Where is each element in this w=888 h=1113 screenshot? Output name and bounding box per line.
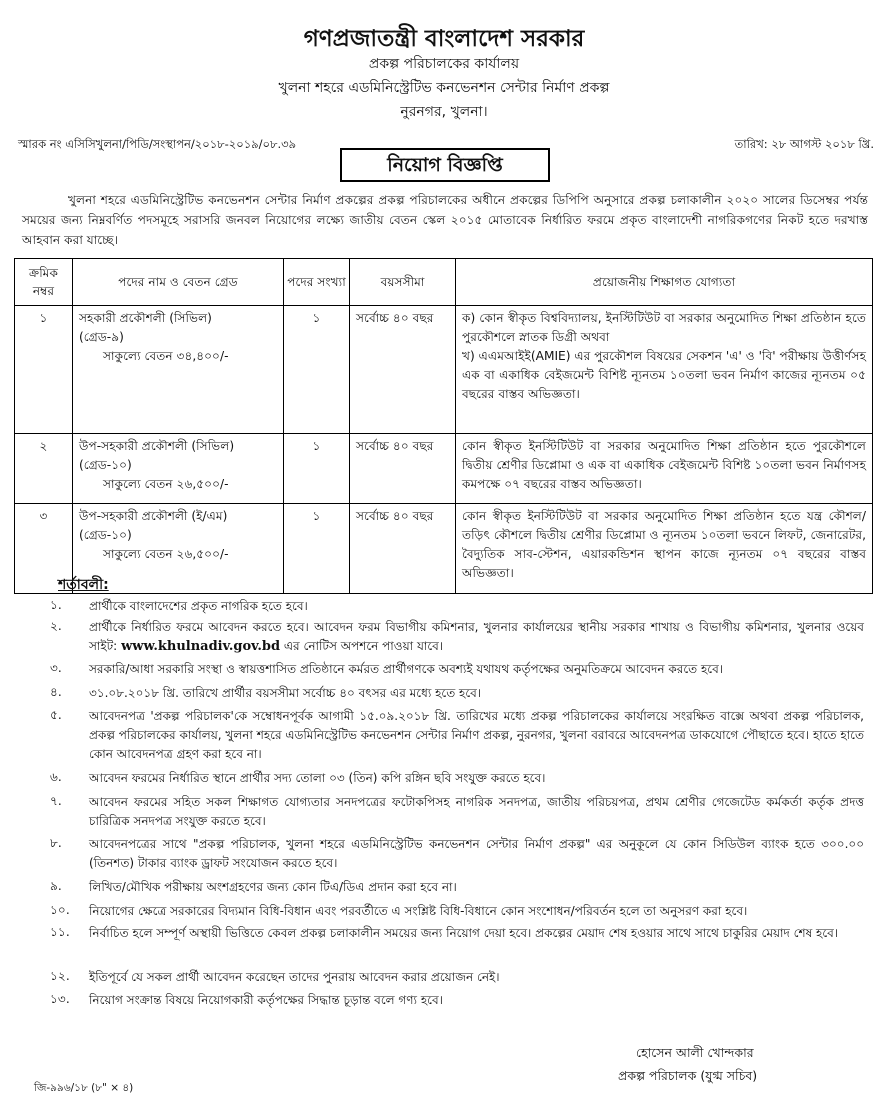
posts-table — [14, 258, 873, 594]
notice-date: তারিখ: ২৮ আগস্ট ২০১৮ খ্রি. — [734, 137, 874, 151]
condition-number: ১২. — [50, 969, 70, 983]
conditions-heading: শর্তাবলী: — [58, 577, 109, 593]
condition-number: ৩. — [50, 661, 62, 675]
post-name: উপ-সহকারী প্রকৌশলী (ই/এম) — [79, 509, 228, 523]
signatory-name: হোসেন আলী খোন্দকার — [636, 1045, 754, 1060]
row-qualification: কোন স্বীকৃত ইনস্টিটিউট বা সরকার অনুমোদিত শিক্ষা প্রতিষ্ঠান হতে যন্ত্র কৌশল/তড়িৎ কৌশলে দ্বিতীয় শ্রেণীর ডিপ্লোমা ও ন্যূনতম ১০তলা ভবনে লিফট, জেনারেটর, বৈদ্যুতিক সাব-স্টেশন, এয়ারকন্ডিশন স্থাপন কাজে ন্যূনতম ০৭ বছরের বাস্তব অভিজ্ঞতা। — [456, 504, 873, 594]
post-salary: সাকুল্যে বেতন ২৬,৫০০/- — [103, 547, 229, 561]
condition-text — [89, 618, 864, 656]
office-location: নুরনগর, খুলনা। — [400, 104, 488, 120]
condition-text: আবেদন ফরমের নির্ধারিত স্থানে প্রার্থীর সদ্য তোলা ০৩ (তিন) কপি রঙ্গিন ছবি সংযুক্ত করতে হবে। — [89, 771, 546, 785]
header-qualification: প্রয়োজনীয় শিক্ষাগত যোগ্যতা — [456, 259, 873, 306]
condition-text: লিখিত/মৌখিক পরীক্ষায় অংশগ্রহণের জন্য কোন টিএ/ডিএ প্রদান করা হবে না। — [89, 880, 457, 894]
row-serial: ১ — [15, 306, 73, 434]
condition-number: ২. — [50, 619, 62, 633]
table-header-row — [15, 259, 873, 306]
condition-text-part: প্রার্থীকে নির্ধারিত ফরমে আবেদন করতে হবে। আবেদন ফরম বিভাগীয় কমিশনার, খুলনার কার্যালয়ের স্থানীয় সরকার শাখায় ও বিভাগীয় কমিশনার, খুলনার ওয়েব সাইট: — [89, 620, 864, 653]
post-name: সহকারী প্রকৌশলী (সিভিল) — [79, 311, 212, 325]
header-post: পদের নাম ও বেতন গ্রেড — [73, 259, 284, 306]
header-age: বয়সসীমা — [350, 259, 456, 306]
qualification-a: ক) কোন স্বীকৃত বিশ্ববিদ্যালয়, ইনস্টিটিউট বা সরকার অনুমোদিত শিক্ষা প্রতিষ্ঠান হতে পুরকৌশলে স্নাতক ডিগ্রী অথবা — [462, 311, 866, 344]
post-grade: (গ্রেড-৯) — [79, 330, 124, 344]
row-serial: ৩ — [15, 504, 73, 594]
condition-text: সরকারি/আধা সরকারি সংস্থা ও স্বায়ত্তশাসিত প্রতিষ্ঠানে কর্মরত প্রার্থীগণকে অবশ্যই যথাযথ কর্তৃপক্ষের অনুমতিক্রমে আবেদন করতে হবে। — [89, 662, 724, 676]
condition-text: নিয়োগ সংক্রান্ত বিষয়ে নিয়োগকারী কর্তৃপক্ষের সিদ্ধান্ত চূড়ান্ত বলে গণ্য হবে। — [89, 993, 443, 1007]
condition-text: নির্বাচিত হলে সম্পূর্ণ অস্থায়ী ভিত্তিতে কেবল প্রকল্প চলাকালীন সময়ের জন্য নিয়োগ দেয়া হবে। প্রকল্পের মেয়াদ শেষ হওয়ার সাথে সাথে চাকুরির মেয়াদ শেষ হবে। — [89, 926, 839, 940]
intro-paragraph: খুলনা শহরে এডমিনিস্ট্রেটিভ কনভেনশন সেন্টার নির্মাণ প্রকল্পের প্রকল্প পরিচালকের অধীনে প্রকল্পের ডিপিপি অনুসারে প্রকল্প চলাকালীন ২০২০ সালের ডিসেম্বর পর্যন্ত সময়ের জন্য নিম্নবর্ণিত পদসমূহে সরাসরি জনবল নিয়োগের লক্ষ্যে জাতীয় বেতন স্কেল ২০১৫ মোতাবেক নির্ধারিত ফরমে প্রকৃত বাংলাদেশী নাগরিকগণের নিকট হতে দরখাস্ত আহবান করা যাচ্ছে। — [22, 193, 869, 247]
qualification-b: খ) এএমআইই(AMIE) এর পুরকৌশল বিষয়ের সেকশন 'এ' ও 'বি' পরীক্ষায় উত্তীর্ণসহ এক বা একাধিক বেইজমেন্ট বিশিষ্ট ন্যূনতম ১০তলা ভবন নির্মাণ কাজের ন্যূনতম ০৫ বছরের বাস্তব অভিজ্ঞতা। — [462, 349, 866, 401]
condition-number: ৬. — [50, 770, 62, 784]
row-count: ১ — [284, 306, 350, 434]
print-reference: জি-৯৯৬/১৮ (৮" × ৪) — [34, 1082, 134, 1094]
table-row — [15, 306, 873, 434]
condition-number: ৭. — [50, 794, 62, 808]
condition-number: ৫. — [50, 708, 62, 722]
condition-text: প্রার্থীকে বাংলাদেশের প্রকৃত নাগরিক হতে হবে। — [89, 599, 308, 613]
project-name: খুলনা শহরে এডমিনিস্ট্রেটিভ কনভেনশন সেন্টার নির্মাণ প্রকল্প — [278, 80, 610, 96]
condition-text: আবেদনপত্র 'প্রকল্প পরিচালক'কে সম্বোধনপূর্বক আগামী ১৫.০৯.২০১৮ খ্রি. তারিখের মধ্যে প্রকল্প পরিচালকের কার্যালয়ে সংরক্ষিত বাক্সে অথবা প্রকল্প পরিচালক, প্রকল্প পরিচালকের কার্যালয়, খুলনা শহরে এডমিনিস্ট্রেটিভ কনভেনশন সেন্টার নির্মাণ প্রকল্প, নুরনগর, খুলনা বরাবরে আবেদনপত্র ডাকযোগে পৌছাতে হবে। হাতে হাতে কোন আবেদনপত্র গ্রহণ করা হবে না। — [89, 709, 864, 761]
header-serial: ক্রমিক নম্বর — [15, 259, 73, 306]
condition-text: ৩১.০৮.২০১৮ খ্রি. তারিখে প্রার্থীর বয়সসীমা সর্বোচ্চ ৪০ বৎসর এর মধ্যে হতে হবে। — [89, 686, 482, 700]
condition-number: ১১. — [50, 925, 70, 939]
row-age: সর্বোচ্চ ৪০ বছর — [350, 504, 456, 594]
row-post — [73, 306, 284, 434]
condition-number: ১. — [50, 598, 62, 612]
condition-number: ৮. — [50, 836, 62, 850]
signatory-title: প্রকল্প পরিচালক (যুগ্ম সচিব) — [618, 1068, 758, 1083]
condition-number: ১০. — [50, 903, 70, 917]
condition-text-part: এর নোটিস অপশনে পাওয়া যাবে। — [283, 639, 444, 653]
post-salary: সাকুল্যে বেতন ৩৪,৪০০/- — [103, 349, 229, 363]
notice-title: নিয়োগ বিজ্ঞপ্তি — [340, 148, 550, 182]
row-age: সর্বোচ্চ ৪০ বছর — [350, 434, 456, 504]
row-count: ১ — [284, 504, 350, 594]
condition-text: আবেদনপত্রের সাথে "প্রকল্প পরিচালক, খুলনা শহরে এডমিনিস্ট্রেটিভ কনভেনশন সেন্টার নির্মাণ প্রকল্প" এর অনুকূলে যে কোন সিডিউল ব্যাংক হতে ৩০০.০০ (তিনশত) টাকার ব্যাংক ড্রাফট সংযোজন করতে হবে। — [89, 837, 864, 870]
condition-text: ইতিপূর্বে যে সকল প্রার্থী আবেদন করেছেন তাদের পুনরায় আবেদন করার প্রয়োজন নেই। — [89, 970, 500, 984]
header-count: পদের সংখ্যা — [284, 259, 350, 306]
government-title: গণপ্রজাতন্ত্রী বাংলাদেশ সরকার — [303, 26, 585, 52]
row-qualification: কোন স্বীকৃত ইনস্টিটিউট বা সরকার অনুমোদিত শিক্ষা প্রতিষ্ঠান হতে পুরকৌশলে দ্বিতীয় শ্রেণীর ডিপ্লোমা ও এক বা একাধিক বেইজমেন্ট বিশিষ্ট ১০তলা ভবন নির্মাণসহ কমপক্ষে ০৭ বছরের বাস্তব অভিজ্ঞতা। — [456, 434, 873, 504]
condition-text: আবেদন ফরমের সহিত সকল শিক্ষাগত যোগ্যতার সনদপত্রের ফটোকপিসহ নাগরিক সনদপত্র, জাতীয় পরিচয়পত্র, প্রথম শ্রেণীর গেজেটেড কর্মকর্তা কর্তৃক প্রদত্ত চারিত্রিক সনদপত্র সংযুক্ত করতে হবে। — [89, 795, 864, 828]
row-count: ১ — [284, 434, 350, 504]
post-grade: (গ্রেড-১০) — [79, 528, 132, 542]
table-row — [15, 504, 873, 594]
post-grade: (গ্রেড-১০) — [79, 458, 132, 472]
website-link[interactable]: www.khulnadiv.gov.bd — [121, 639, 281, 654]
table-row — [15, 434, 873, 504]
condition-number: ৯. — [50, 879, 62, 893]
memo-number: স্মারক নং এসিসিখুলনা/পিডি/সংস্থাপন/২০১৮-২০১৯/০৮.৩৯ — [18, 137, 297, 151]
row-qualification — [456, 306, 873, 434]
row-serial: ২ — [15, 434, 73, 504]
condition-number: ৪. — [50, 685, 62, 699]
post-salary: সাকুল্যে বেতন ২৬,৫০০/- — [103, 477, 229, 491]
office-name: প্রকল্প পরিচালকের কার্যালয় — [368, 56, 520, 72]
row-post — [73, 434, 284, 504]
condition-text: নিয়োগের ক্ষেত্রে সরকারের বিদ্যমান বিধি-বিধান এবং পরবর্তীতে এ সংশ্লিষ্ট বিধি-বিধানে কোন সংশোধন/পরিবর্তন হলে তা অনুসরণ করা হবে। — [89, 904, 748, 918]
row-age: সর্বোচ্চ ৪০ বছর — [350, 306, 456, 434]
post-name: উপ-সহকারী প্রকৌশলী (সিভিল) — [79, 439, 235, 453]
condition-number: ১৩. — [50, 992, 70, 1006]
